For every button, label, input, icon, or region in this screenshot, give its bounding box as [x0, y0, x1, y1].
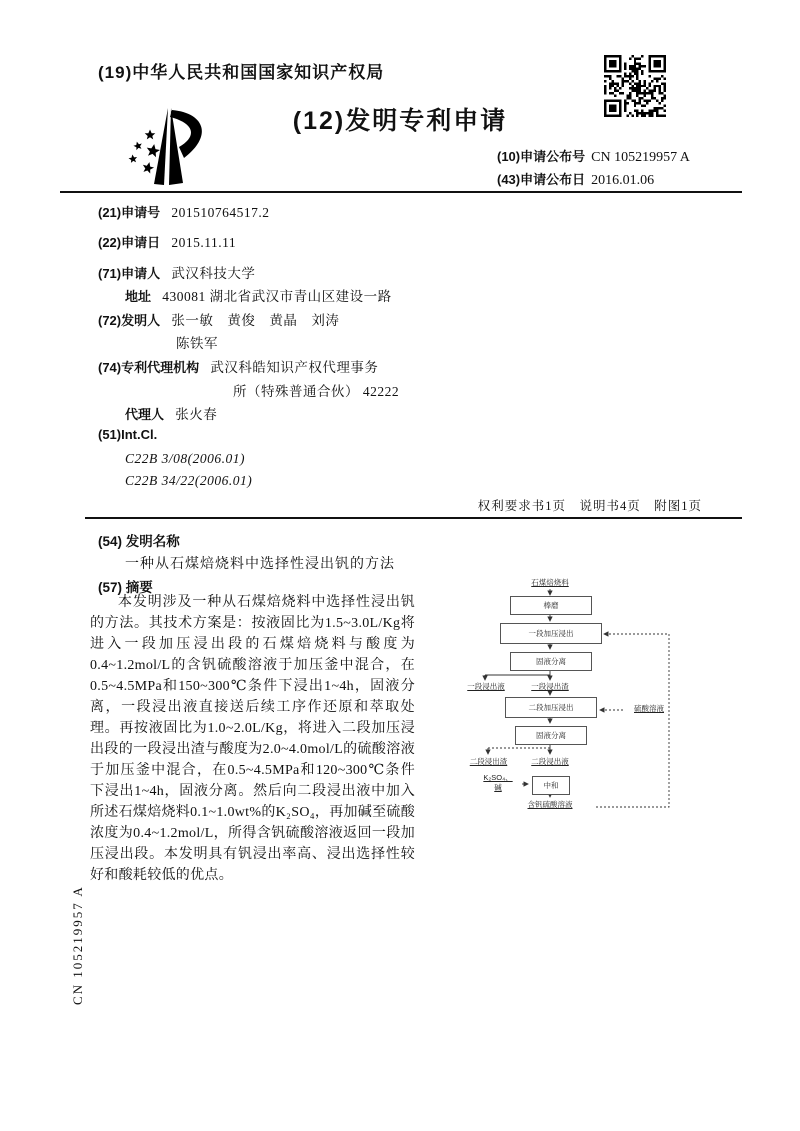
- filing-date-label: (22)申请日: [98, 235, 161, 250]
- invention-title: 一种从石煤焙烧料中选择性浸出钒的方法: [125, 557, 395, 572]
- agent-row: [125, 403, 217, 423]
- publication-date-label: (43)申请公布日: [497, 172, 586, 187]
- application-number-row: [98, 202, 270, 221]
- abstract-section-head: (57) 摘要: [98, 580, 153, 595]
- filing-date-row: [98, 232, 236, 251]
- applicant-value: 武汉科技大学: [171, 266, 256, 281]
- applicant-label: (71)申请人: [98, 266, 161, 281]
- ipc-class-1: C22B 3/08(2006.01): [125, 451, 245, 466]
- abstract-text: 本发明涉及一种从石煤焙烧料中选择性浸出钒的方法。其技术方案是：按液固比为1.5~3.0L/Kg将进入一段加压浸出段的石煤焙烧料与酸度为0.4~1.2mol/L的含钒硫酸溶液于加压釜中混合，在0.5~4.5MPa和150~300℃条件下浸出1~4h，固液分离，一段浸出液直接送后续工序作还原和萃取处理。再按液固比为1.0~2.0L/Kg，将进入二段加压浸出段的一段浸出渣与酸度为2.0~4.0mol/L的硫酸溶液于加压釜中混合，在0.5~4.5MPa和120~300℃条件下浸出1~4h，固液分离。然后向二段浸出液中加入所述石煤焙烧料0.1~1.0wt%的K₂SO₄，再加碱至硫酸浓度为0.4~1.2mol/L，所得含钒硫酸溶液返回一段加压浸出段。本发明具有钒浸出率高、浸出选择性较好和酸耗较低的优点。: [90, 595, 416, 883]
- flow-reagent-label: [475, 773, 521, 793]
- cnipa-logo: [125, 98, 225, 190]
- section-rule: [85, 517, 742, 519]
- qr-code: [604, 55, 666, 117]
- logo-p-icon: [125, 98, 225, 190]
- flow-residue-2-label: 二段浸出渣: [469, 757, 508, 766]
- applicant-row: [98, 262, 255, 282]
- publication-date: 2016.01.06: [591, 173, 655, 188]
- flow-reagent-line2: 碱: [494, 783, 502, 792]
- inventors-value: 张一敏 黄俊 黄晶 刘涛: [171, 313, 340, 328]
- flow-step-leach-2: 二段加压浸出: [505, 697, 597, 718]
- title-section-head: (54) 发明名称: [98, 534, 180, 549]
- address-label: 地址: [125, 289, 152, 304]
- agent-label: 代理人: [125, 407, 165, 422]
- pages-summary: 权利要求书1页 说明书4页 附图1页: [477, 499, 702, 513]
- issuing-office: (19)中华人民共和国国家知识产权局: [98, 63, 385, 82]
- filing-date-value: 2015.11.11: [171, 235, 237, 250]
- publication-block: [497, 146, 690, 192]
- process-flowchart: [455, 576, 690, 826]
- star-icon: [133, 141, 143, 151]
- document-type: (12)发明专利申请: [292, 107, 508, 135]
- application-number-value: 201510764517.2: [171, 205, 270, 220]
- agency-row: [98, 356, 378, 376]
- star-icon: [145, 143, 160, 158]
- address-row: [125, 285, 392, 305]
- inventors-label: (72)发明人: [98, 313, 161, 328]
- agency-label: (74)专利代理机构: [98, 360, 200, 375]
- flow-step-separation-1: 固液分离: [510, 652, 592, 671]
- flow-input-label: 石煤焙烧料: [531, 578, 569, 587]
- flow-step-leach-1: 一段加压浸出: [500, 623, 602, 644]
- inventors-value-2: 陈铁军: [176, 336, 218, 351]
- publication-number: CN 105219957 A: [591, 150, 690, 165]
- star-icon: [145, 130, 156, 140]
- ipc-class-2: C22B 34/22(2006.01): [125, 473, 253, 488]
- side-publication-number: CN 105219957 A: [70, 885, 85, 1005]
- ipc-head-row: [98, 427, 157, 443]
- agency-value: 武汉科皓知识产权代理事务: [210, 360, 379, 375]
- header-rule: [60, 191, 742, 193]
- flow-step-neutralize: 中和: [532, 776, 570, 795]
- agency-row-2: [225, 380, 399, 400]
- publication-date-line: [497, 169, 690, 192]
- flow-step-milling: 棒磨: [510, 596, 592, 615]
- star-icon: [128, 154, 138, 163]
- flow-acid-label: 硫酸溶液: [634, 704, 664, 713]
- flow-residue-1-label: 一段浸出渣: [531, 682, 569, 691]
- application-number-label: (21)申请号: [98, 205, 161, 220]
- address-value: 430081 湖北省武汉市青山区建设一路: [162, 289, 392, 304]
- publication-number-line: [497, 146, 690, 169]
- agent-value: 张火春: [175, 407, 218, 422]
- flow-liquor-1-label: 一段浸出液: [467, 682, 505, 691]
- inventors-row-2: [168, 332, 218, 352]
- publication-number-label: (10)申请公布号: [497, 149, 586, 164]
- flow-liquor-2-label: 二段浸出液: [531, 757, 569, 766]
- flow-reagent-line1: K₂SO₄、: [483, 773, 513, 782]
- ipc-head-label: (51)Int.Cl.: [98, 427, 158, 442]
- flow-output-label: 含钒硫酸溶液: [527, 800, 573, 809]
- flow-step-separation-2: 固液分离: [515, 726, 587, 745]
- agency-value-2: 所（特殊普通合伙） 42222: [233, 384, 400, 399]
- inventors-row: [98, 309, 339, 329]
- star-icon: [141, 161, 155, 174]
